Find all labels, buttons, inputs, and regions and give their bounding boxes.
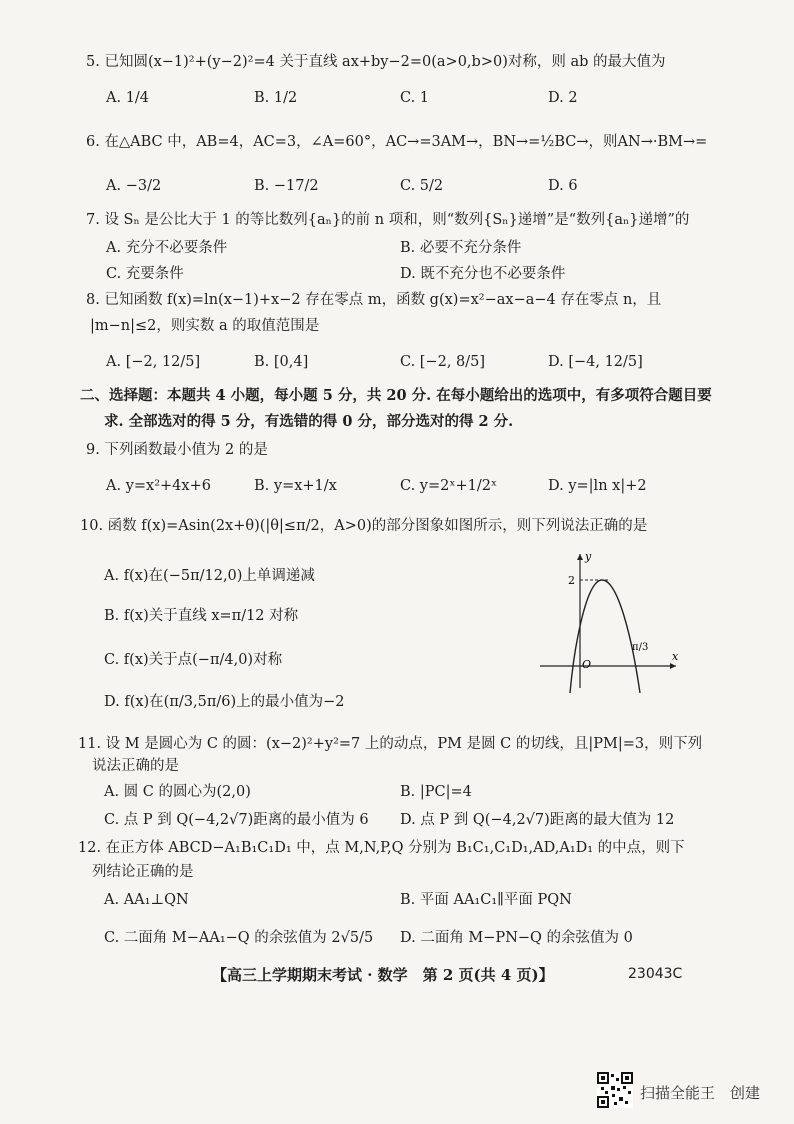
question-11-stem: 11. 设 M 是圆心为 C 的圆：(x−2)²+y²=7 上的动点，PM 是圆 C 的切线，且|PM|=3，则下列 bbox=[78, 736, 703, 752]
section-2-heading: 二、选择题：本题共 4 小题，每小题 5 分，共 20 分. 在每小题给出的选项中，有多项符合题目要 bbox=[80, 387, 712, 404]
sine-function-graph bbox=[540, 548, 680, 693]
question-10-stem: 10. 函数 f(x)=Asin(2x+θ)(|θ|≤π/2，A>0)的部分图象如图所示，则下列说法正确的是 bbox=[80, 518, 648, 534]
q6-option-b: B. −17/2 bbox=[254, 178, 319, 194]
q7-option-b: B. 必要不充分条件 bbox=[400, 240, 522, 256]
exam-code: 23043C bbox=[628, 966, 683, 982]
page-footer: 【高三上学期期末考试 · 数学 第 2 页(共 4 页)】 bbox=[212, 966, 554, 984]
q12-option-a: A. AA₁⊥QN bbox=[104, 892, 189, 908]
q7-option-a: A. 充分不必要条件 bbox=[106, 240, 228, 256]
question-8-stem-line2: |m−n|≤2，则实数 a 的取值范围是 bbox=[90, 318, 320, 334]
question-7-stem: 7. 设 Sₙ 是公比大于 1 的等比数列{aₙ}的前 n 项和，则“数列{Sₙ}递增”是“数列{aₙ}递增”的 bbox=[86, 212, 690, 228]
origin-label: O bbox=[582, 658, 592, 671]
zero-point-label: π/3 bbox=[632, 642, 649, 653]
max-value-label: 2 bbox=[568, 574, 575, 587]
question-12-stem: 12. 在正方体 ABCD−A₁B₁C₁D₁ 中，点 M,N,P,Q 分别为 B₁C₁,C₁D₁,AD,A₁D₁ 的中点，则下 bbox=[78, 840, 685, 856]
q8-option-a: A. [−2, 12/5] bbox=[106, 354, 201, 370]
question-9-stem: 9. 下列函数最小值为 2 的是 bbox=[86, 442, 268, 458]
y-axis-label: y bbox=[585, 550, 592, 563]
question-12-stem-line2: 列结论正确的是 bbox=[92, 864, 194, 880]
q7-option-d: D. 既不充分也不必要条件 bbox=[400, 266, 566, 282]
q10-option-b: B. f(x)关于直线 x=π/12 对称 bbox=[104, 608, 299, 624]
section-2-heading-line2: 求. 全部选对的得 5 分，有选错的得 0 分，部分选对的得 2 分. bbox=[104, 413, 514, 430]
question-6-stem: 6. 在△ABC 中，AB=4，AC=3，∠A=60°，AC→=3AM→，BN→=½BC→，则AN→·BM→= bbox=[86, 134, 708, 150]
q10-option-c: C. f(x)关于点(−π/4,0)对称 bbox=[104, 652, 283, 668]
scanner-brand-text: 扫描全能王 创建 bbox=[640, 1084, 761, 1102]
q6-option-a: A. −3/2 bbox=[106, 178, 162, 194]
q12-option-c: C. 二面角 M−AA₁−Q 的余弦值为 2√5/5 bbox=[104, 930, 374, 946]
q5-option-d: D. 2 bbox=[548, 90, 578, 106]
q8-option-d: D. [−4, 12/5] bbox=[548, 354, 643, 370]
q11-option-a: A. 圆 C 的圆心为(2,0) bbox=[104, 784, 251, 800]
question-5-stem: 5. 已知圆(x−1)²+(y−2)²=4 关于直线 ax+by−2=0(a>0,b>0)对称，则 ab 的最大值为 bbox=[86, 54, 666, 70]
q10-option-a: A. f(x)在(−5π/12,0)上单调递减 bbox=[104, 568, 315, 584]
q6-option-c: C. 5/2 bbox=[400, 178, 444, 194]
q8-option-c: C. [−2, 8/5] bbox=[400, 354, 486, 370]
q12-option-b: B. 平面 AA₁C₁∥平面 PQN bbox=[400, 892, 572, 908]
q5-option-a: A. 1/4 bbox=[106, 90, 150, 106]
q8-option-b: B. [0,4] bbox=[254, 354, 309, 370]
q11-option-d: D. 点 P 到 Q(−4,2√7)距离的最大值为 12 bbox=[400, 812, 675, 828]
q9-option-b: B. y=x+1/x bbox=[254, 478, 337, 494]
q7-option-c: C. 充要条件 bbox=[106, 266, 184, 282]
question-8-stem: 8. 已知函数 f(x)=ln(x−1)+x−2 存在零点 m，函数 g(x)=x²−ax−a−4 存在零点 n，且 bbox=[86, 292, 662, 308]
qr-code-icon bbox=[597, 1072, 633, 1108]
q9-option-d: D. y=|ln x|+2 bbox=[548, 478, 647, 494]
x-axis-label: x bbox=[672, 650, 679, 663]
q5-option-c: C. 1 bbox=[400, 90, 430, 106]
q6-option-d: D. 6 bbox=[548, 178, 578, 194]
q12-option-d: D. 二面角 M−PN−Q 的余弦值为 0 bbox=[400, 930, 633, 946]
x-axis-arrow bbox=[670, 663, 676, 669]
q10-option-d: D. f(x)在(π/3,5π/6)上的最小值为−2 bbox=[104, 694, 345, 710]
question-11-stem-line2: 说法正确的是 bbox=[92, 758, 179, 774]
q9-option-a: A. y=x²+4x+6 bbox=[106, 478, 211, 494]
q9-option-c: C. y=2ˣ+1/2ˣ bbox=[400, 478, 498, 494]
q11-option-b: B. |PC|=4 bbox=[400, 784, 472, 800]
q5-option-b: B. 1/2 bbox=[254, 90, 298, 106]
y-axis-arrow bbox=[577, 554, 583, 560]
q11-option-c: C. 点 P 到 Q(−4,2√7)距离的最小值为 6 bbox=[104, 812, 369, 828]
